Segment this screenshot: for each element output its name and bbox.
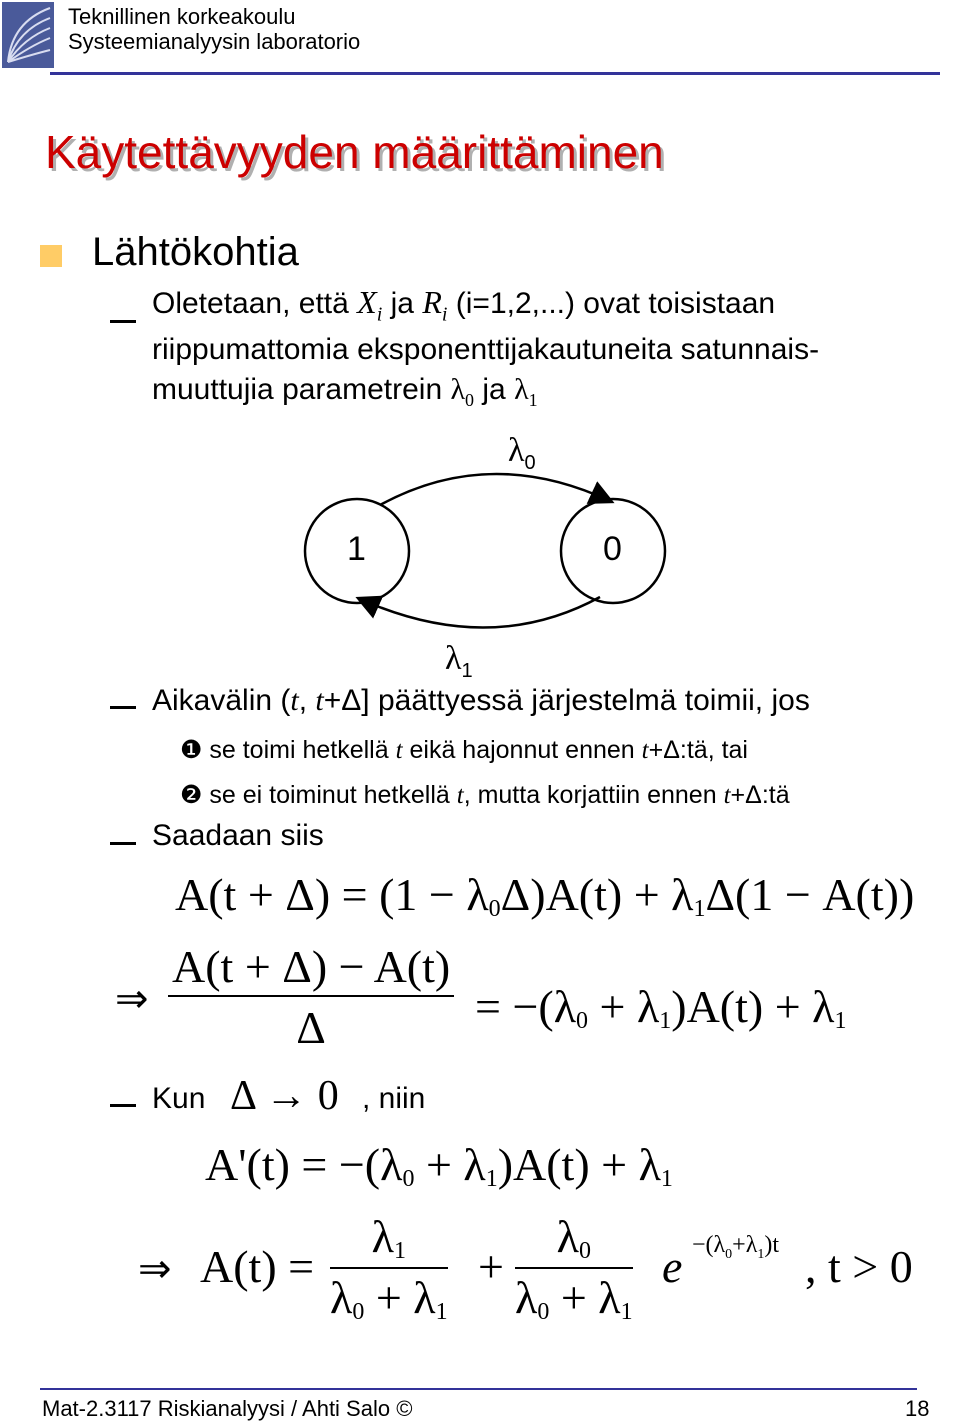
state-1-label: 1 bbox=[347, 530, 366, 568]
transition-arrow-top bbox=[380, 474, 610, 505]
main-bullet-text: Lähtökohtia bbox=[92, 230, 299, 274]
footer-rule bbox=[40, 1388, 917, 1390]
case-1: ❶ se toimi hetkellä t eikä hajonnut ennen t+Δ:tä, tai bbox=[180, 736, 748, 764]
difference-quotient: $\frac{A(t + \Delta) - A(t)}{\Delta}$ bbox=[168, 940, 454, 1054]
difference-quotient-rhs: = $-(\lambda_0 + \lambda_1)A(t) + \lambda_1$ bbox=[475, 981, 847, 1034]
interval-condition: Aikavälin (t, t+Δ] päättyessä järjestelmä toimii, jos bbox=[152, 684, 810, 717]
case-2-marker-icon: ❷ bbox=[180, 781, 203, 809]
university-logo-icon bbox=[2, 2, 54, 68]
dash-marker bbox=[110, 842, 136, 845]
dash-marker bbox=[110, 706, 136, 709]
case-2: ❷ se ei toiminut hetkellä t, mutta korjattiin ennen t+Δ:tä bbox=[180, 781, 790, 809]
header-org-line1: Teknillinen korkeakoulu bbox=[68, 4, 296, 29]
assumption-line2: riippumattomia eksponenttijakautuneita satunnais- bbox=[152, 333, 820, 366]
dash-marker bbox=[110, 1104, 136, 1107]
slide-title: Käytettävyyden määrittäminen bbox=[45, 126, 664, 178]
solution-fraction-2: $\frac{\lambda_0}{\lambda_0 + \lambda_1}$ bbox=[515, 1211, 633, 1325]
implies-arrow-icon: ⇒ bbox=[138, 1246, 172, 1291]
solution-lhs: A(t) = bbox=[200, 1241, 315, 1292]
assumption-line1: Oletetaan, että $X_i$ ja $R_i$ (i=1,2,...) ovat toisistaan bbox=[152, 284, 776, 326]
limit-expression: Δ → 0 bbox=[230, 1073, 339, 1119]
header-org-line2: Systeemianalyysin laboratorio bbox=[68, 29, 361, 54]
page-number: 18 bbox=[905, 1396, 930, 1421]
limit-suffix: , niin bbox=[362, 1082, 426, 1115]
header-organization bbox=[68, 4, 360, 54]
transition-arrow-bottom bbox=[360, 597, 600, 628]
implies-arrow-icon: ⇒ bbox=[115, 976, 149, 1021]
dash-marker bbox=[110, 320, 136, 323]
case-1-marker-icon: ❶ bbox=[180, 736, 203, 764]
solution-exponential-base: e bbox=[662, 1241, 683, 1292]
assumption-line3: muuttujia parametrein $\lambda_0$ ja $\lambda_1$ bbox=[152, 373, 538, 410]
header-rule bbox=[50, 72, 940, 75]
equation-recurrence: $A(t + \Delta) = (1 - \lambda_0\Delta)A(t) + \lambda_1\Delta(1 - A(t))$ bbox=[175, 869, 915, 922]
differential-equation: $A'(t) = -(\lambda_0 + \lambda_1)A(t) + \lambda_1$ bbox=[205, 1139, 673, 1192]
obtained-label: Saadaan siis bbox=[152, 819, 324, 852]
solution-domain: , t > 0 bbox=[805, 1241, 913, 1292]
state-0-label: 0 bbox=[603, 530, 622, 568]
rate-lambda0-label: $\lambda_0$ bbox=[508, 432, 536, 474]
solution-fraction-1: $\frac{\lambda_1}{\lambda_0 + \lambda_1}$ bbox=[330, 1211, 448, 1325]
solution-exponent: $-(\lambda_0+\lambda_1)t$ bbox=[692, 1232, 780, 1262]
solution-plus: + bbox=[478, 1241, 504, 1292]
bullet-square-icon bbox=[40, 245, 62, 267]
rate-lambda1-label: $\lambda_1$ bbox=[445, 640, 473, 682]
limit-prefix: Kun bbox=[152, 1082, 206, 1115]
footer-course: Mat-2.3117 Riskianalyysi / Ahti Salo © bbox=[42, 1396, 413, 1421]
